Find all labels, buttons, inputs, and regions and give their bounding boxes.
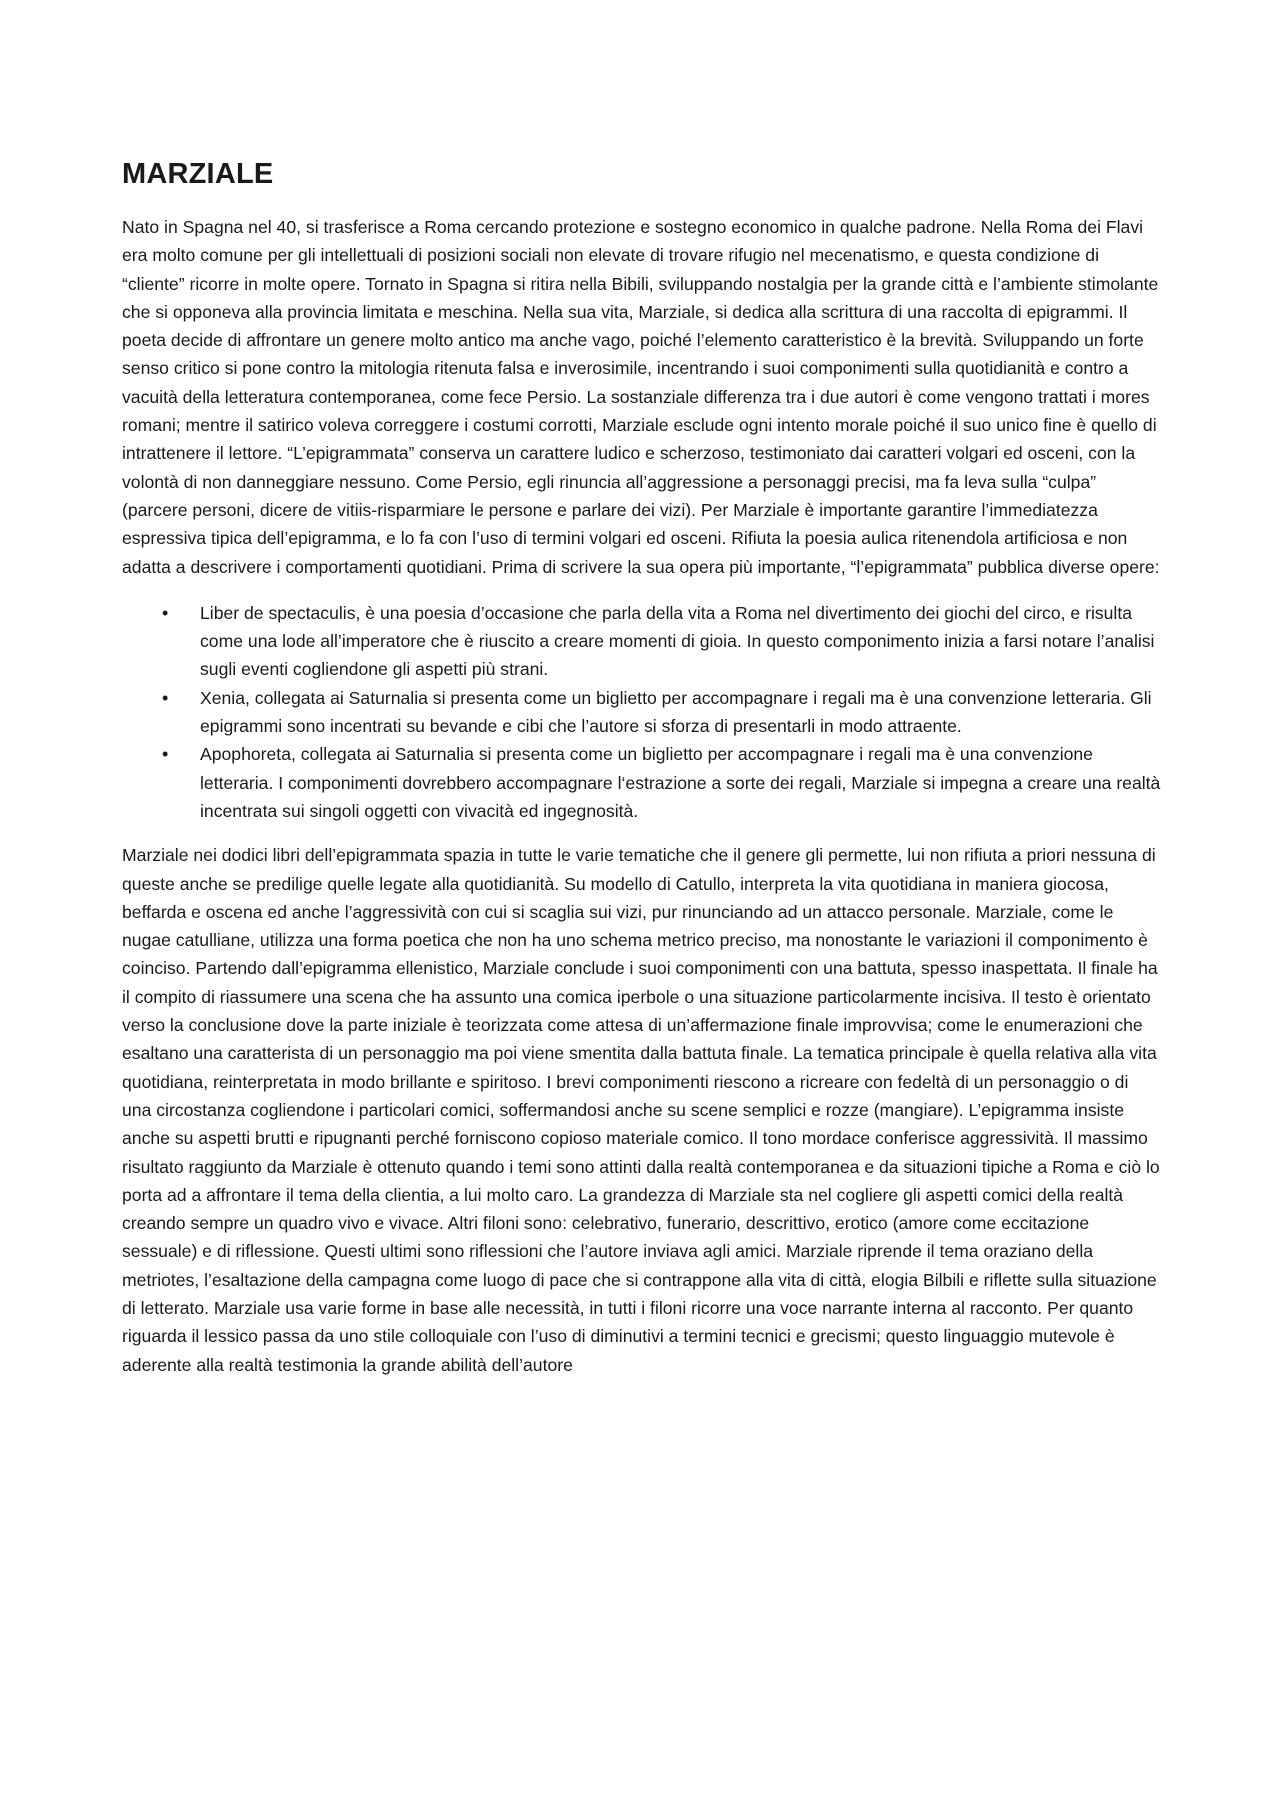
list-item	[122, 684, 1162, 741]
document-page	[122, 158, 1162, 1379]
works-list	[122, 599, 1162, 825]
list-item	[122, 740, 1162, 825]
list-item-text: Xenia, collegata ai Saturnalia si presenta come un biglietto per accompagnare i regali ma è una convenzione letteraria. Gli epigrammi sono incentrati su bevande e cibi che l’autore si sforza di presentarli in modo attraente.	[200, 687, 1152, 737]
document-title: MARZIALE	[122, 158, 274, 190]
bullet-icon: •	[162, 744, 169, 765]
conclusion-paragraph: Marziale nei dodici libri dell’epigrammata spazia in tutte le varie tematiche che il genere gli permette, lui non rifiuta a priori nessuna di queste anche se predilige quelle legate alla quotidianità. Su modello di Catullo, interpreta la vita quotidiana in maniera giocosa, beffarda e oscena ed anche l’aggressività con cui si scaglia sui vizi, pur rinunciando ad un attacco personale. Marziale, come le nugae catulliane, utilizza una forma poetica che non ha uno schema metrico preciso, ma nonostante le variazioni il componimento è coinciso. Partendo dall’epigramma ellenistico, Marziale conclude i suoi componimenti con una battuta, spesso inaspettata. Il finale ha il compito di riassumere una scena che ha assunto una comica iperbole o una situazione particolarmente incisiva. Il testo è orientato verso la conclusione dove la parte iniziale è teorizzata come attesa di un’affermazione finale improvvisa; come le enumerazioni che esaltano una caratterista di un personaggio ma poi viene smentita dalla battuta finale. La tematica principale è quella relativa alla vita quotidiana, reinterpretata in modo brillante e spiritoso. I brevi componimenti riescono a ricreare con fedeltà di un personaggio o di una circostanza cogliendone i particolari comici, soffermandosi anche su scene semplici e rozze (mangiare). L’epigramma insiste anche su aspetti brutti e ripugnanti perché forniscono copioso materiale comico. Il tono mordace conferisce aggressività. Il massimo risultato raggiunto da Marziale è ottenuto quando i temi sono attinti dalla realtà contemporanea e da situazioni tipiche a Roma e ciò lo porta ad a affrontare il tema della clientia, a lui molto caro. La grandezza di Marziale sta nel cogliere gli aspetti comici della realtà creando sempre un quadro vivo e vivace. Altri filoni sono: celebrativo, funerario, descrittivo, erotico (amore come eccitazione sessuale) e di riflessione. Questi ultimi sono riflessioni che l’autore inviava agli amici. Marziale riprende il tema oraziano della metriotes, l’esaltazione della campagna come luogo di pace che si contrappone alla vita di città, elogia Bilbili e riflette sulla situazione di letterato. Marziale usa varie forme in base alle necessità, in tutti i filoni ricorre una voce narrante interna al racconto. Per quanto riguarda il lessico passa da uno stile colloquiale con l’uso di diminutivi a termini tecnici e grecismi; questo linguaggio mutevole è aderente alla realtà testimonia la grande abilità dell’autore	[122, 845, 1160, 1375]
intro-paragraph: Nato in Spagna nel 40, si trasferisce a Roma cercando protezione e sostegno economico in qualche padrone. Nella Roma dei Flavi era molto comune per gli intellettuali di posizioni sociali non elevate di trovare rifugio nel mecenatismo, e questa condizione di “cliente” ricorre in molte opere. Tornato in Spagna si ritira nella Bibili, sviluppando nostalgia per la grande città e l’ambiente stimolante che si opponeva alla provincia limitata e meschina. Nella sua vita, Marziale, si dedica alla scrittura di una raccolta di epigrammi. Il poeta decide di affrontare un genere molto antico ma anche vago, poiché l’elemento caratteristico è la brevità. Sviluppando un forte senso critico si pone contro la mitologia ritenuta falsa e inverosimile, incentrando i suoi componimenti sulla quotidianità e contro a vacuità della letteratura contemporanea, come fece Persio. La sostanziale differenza tra i due autori è come vengono trattati i mores romani; mentre il satirico voleva correggere i costumi corrotti, Marziale esclude ogni intento morale poiché il suo unico fine è quello di intrattenere il lettore. “L’epigrammata” conserva un carattere ludico e scherzoso, testimoniato dai caratteri volgari ed osceni, con la volontà di non danneggiare nessuno. Come Persio, egli rinuncia all’aggressione a personaggi precisi, ma fa leva sulla “culpa” (parcere personi, dicere de vitiis-risparmiare le persone e parlare dei vizi). Per Marziale è importante garantire l’immediatezza espressiva tipica dell’epigramma, e lo fa con l’uso di termini volgari ed osceni. Rifiuta la poesia aulica ritenendola artificiosa e non adatta a descrivere i comportamenti quotidiani. Prima di scrivere la sua opera più importante, “l’epigrammata” pubblica diverse opere:	[122, 217, 1160, 577]
list-item-text: Liber de spectaculis, è una poesia d’occasione che parla della vita a Roma nel divertimento dei giochi del circo, e risulta come una lode all’imperatore che è riuscito a creare momenti di gioia. In questo componimento inizia a farsi notare l’analisi sugli eventi cogliendone gli aspetti più strani.	[200, 602, 1155, 680]
bullet-icon: •	[162, 687, 169, 708]
list-item	[122, 599, 1162, 684]
bullet-icon: •	[162, 602, 169, 623]
list-item-text: Apophoreta, collegata ai Saturnalia si presenta come un biglietto per accompagnare i regali ma è una convenzione letteraria. I componimenti dovrebbero accompagnare l‘estrazione a sorte dei regali, Marziale si impegna a creare una realtà incentrata sui singoli oggetti con vivacità ed ingegnosità.	[200, 744, 1161, 821]
